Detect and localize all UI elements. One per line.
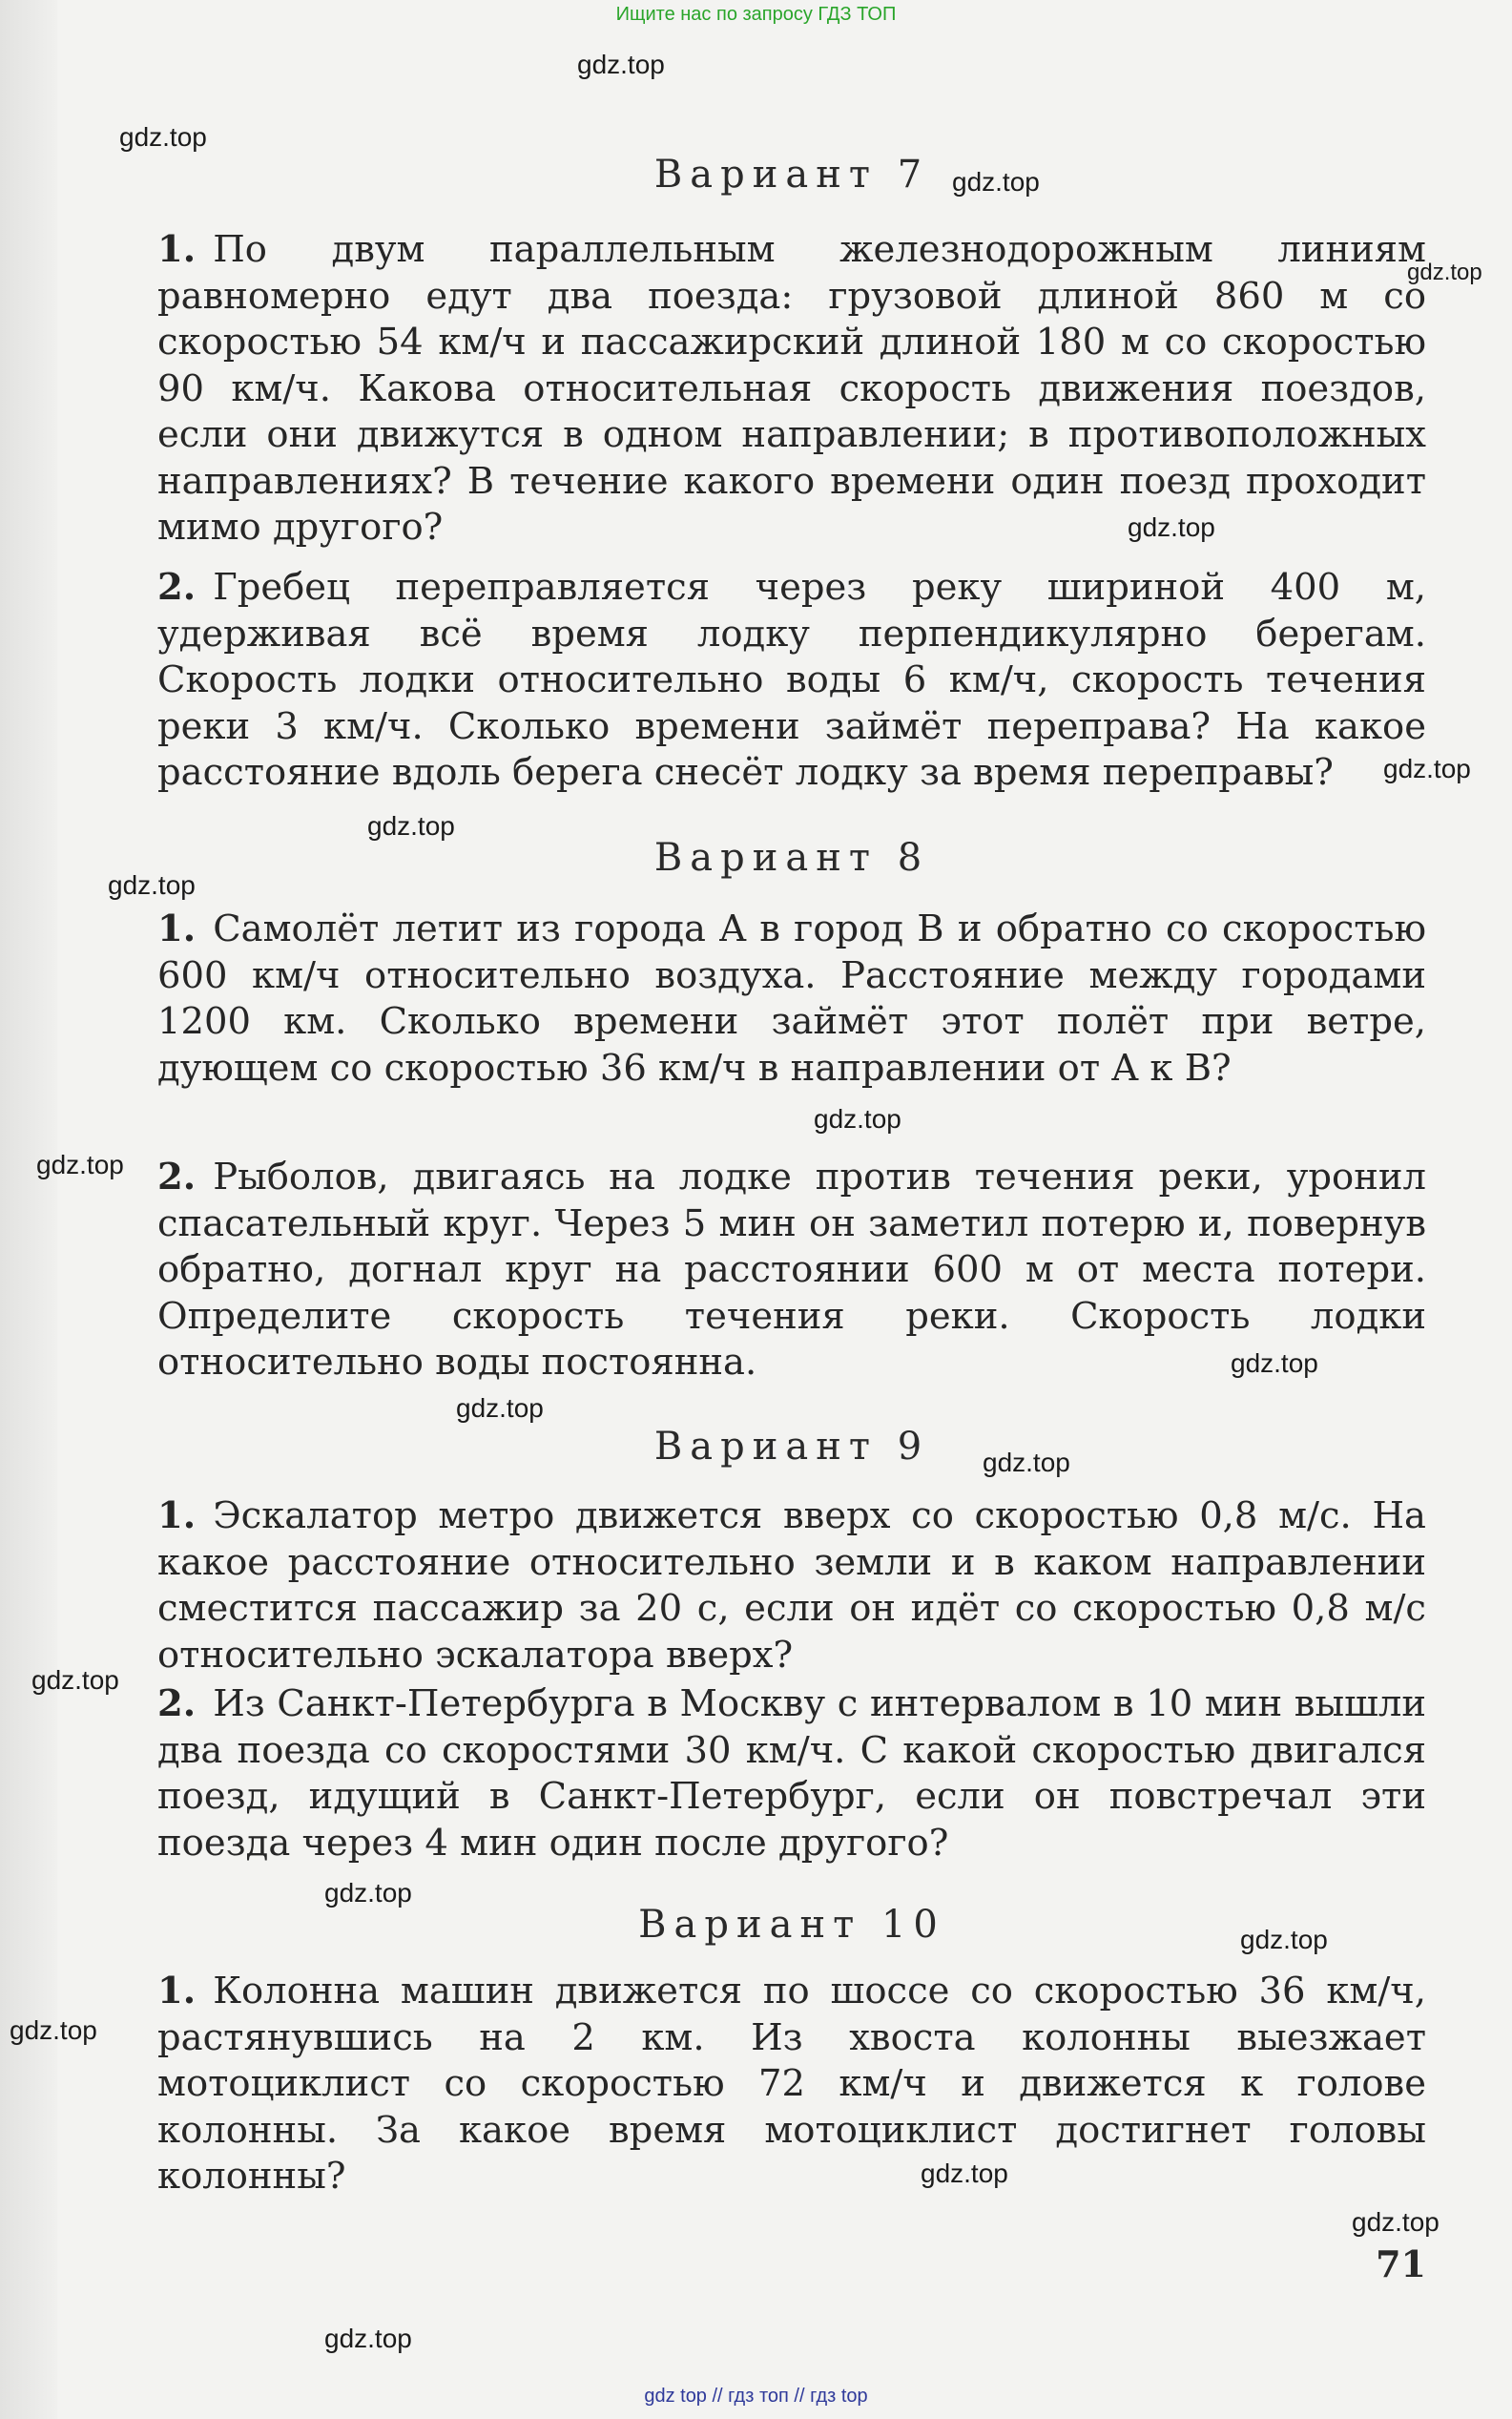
watermark: gdz.top: [1231, 1348, 1318, 1378]
watermark: gdz.top: [119, 122, 207, 152]
page-gutter-shadow: [0, 0, 57, 2419]
task-number: 1.: [157, 1970, 197, 2012]
watermark: gdz.top: [108, 870, 196, 900]
task-number: 2.: [157, 1156, 197, 1199]
watermark: gdz.top: [324, 1878, 412, 1908]
task-paragraph: [157, 565, 1426, 797]
variant-title: Вариант 8: [653, 836, 930, 880]
watermark: gdz.top: [456, 1393, 544, 1423]
variant-title: Вариант 9: [653, 1425, 930, 1469]
watermark: gdz.top: [952, 167, 1040, 197]
watermark: gdz.top: [1383, 754, 1471, 783]
task-number: 1.: [157, 228, 197, 271]
variant-title: Вариант 10: [638, 1903, 945, 1947]
top-banner[interactable]: Ищите нас по запросу ГДЗ ТОП: [615, 4, 897, 25]
task-number: 1.: [157, 1494, 197, 1537]
watermark: gdz.top: [921, 2158, 1008, 2188]
task-paragraph: [157, 907, 1426, 1092]
task-paragraph: [157, 227, 1426, 552]
task-text: Самолёт летит из города A в город B и обратно со скоростью 600 км/ч относительно воздуха. Расстояние между городами 1200 км. Сколько времени займёт этот полёт при ветре, дующем со скоростью 36 км/ч в направлении от A к B?: [157, 907, 1426, 1090]
task-paragraph: [157, 1969, 1426, 2200]
watermark: gdz.top: [1407, 260, 1482, 285]
task-number: 1.: [157, 907, 197, 950]
task-text: Рыболов, двигаясь на лодке против течения реки, уронил спасательный круг. Через 5 мин он заметил потерю и, повернув обратно, догнал круг на расстоянии 600 м от места потери. Определите скорость течения реки. Скорость лодки относительно воды постоянна.: [157, 1156, 1426, 1384]
task-paragraph: [157, 1155, 1426, 1387]
task-number: 2.: [157, 566, 197, 609]
page-number: 71: [1376, 2242, 1426, 2285]
task-paragraph: [157, 1493, 1426, 1679]
watermark: gdz.top: [36, 1150, 124, 1179]
task-text: Колонна машин движется по шоссе со скоростью 36 км/ч, растянувшись на 2 км. Из хвоста колонны выезжает мотоциклист со скоростью 72 км/ч и движется к голове колонны. За какое время мотоциклист достигнет головы колонны?: [157, 1970, 1426, 2198]
watermark: gdz.top: [367, 811, 455, 841]
watermark: gdz.top: [1352, 2207, 1440, 2237]
task-text: Эскалатор метро движется вверх со скоростью 0,8 м/с. На какое расстояние относительно земли и в каком направлении сместится пассажир за 20 с, если он идёт со скоростью 0,8 м/с относительно эскалатора вверх?: [157, 1494, 1426, 1677]
watermark: gdz.top: [31, 1665, 119, 1695]
variant-title: Вариант 7: [653, 153, 930, 197]
watermark: gdz.top: [324, 2324, 412, 2353]
task-paragraph: [157, 1681, 1426, 1866]
task-text: Из Санкт-Петербурга в Москву с интервалом в 10 мин вышли два поезда со скоростями 30 км/ч. С какой скоростью двигался поезд, идущий в Санкт-Петербург, если он повстречал эти поезда через 4 мин один после другого?: [157, 1682, 1426, 1865]
task-text: По двум параллельным железнодорожным линиям равномерно едут два поезда: грузовой длиной 860 м со скоростью 54 км/ч и пассажирский длиной 180 м со скоростью 90 км/ч. Какова относительная скорость движения поездов, если они движутся в одном направлении; в противоположных направлениях? В течение какого времени один поезд проходит мимо другого?: [157, 228, 1426, 549]
watermark: gdz.top: [1240, 1925, 1328, 1954]
watermark: gdz.top: [814, 1104, 901, 1134]
task-text: Гребец переправляется через реку шириной 400 м, удерживая всё время лодку перпендикулярно берегам. Скорость лодки относительно воды 6 км/ч, скорость течения реки 3 км/ч. Сколько времени займёт переправа? На какое расстояние вдоль берега снесёт лодку за время переправы?: [157, 566, 1426, 794]
bottom-banner[interactable]: gdz top // гдз топ // гдз top: [644, 2386, 868, 2407]
watermark: gdz.top: [983, 1448, 1070, 1477]
task-number: 2.: [157, 1682, 197, 1725]
watermark: gdz.top: [10, 2015, 97, 2045]
watermark: gdz.top: [577, 50, 665, 79]
watermark: gdz.top: [1128, 512, 1215, 542]
